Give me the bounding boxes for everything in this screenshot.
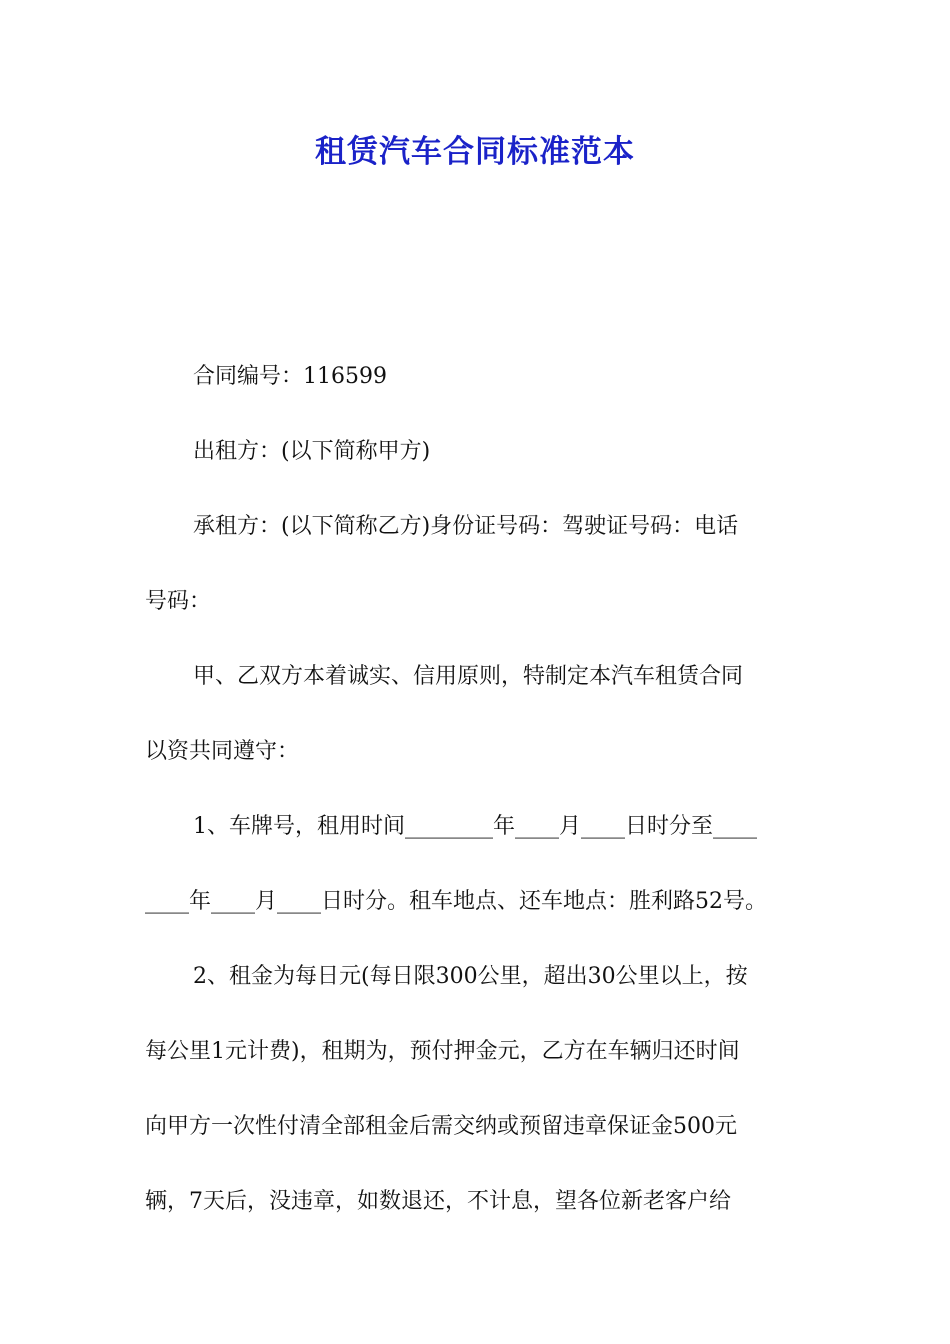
lessee-line-continued: 号码：	[145, 589, 212, 614]
clause-2-line-continued-3: 辆，7天后，没违章，如数退还，不计息，望各位新老客户给	[145, 1189, 731, 1214]
clause-2-line-continued-1: 每公里1元计费)，租期为，预付押金元，乙方在车辆归还时间	[145, 1039, 740, 1064]
principle-line: 甲、乙双方本着诚实、信用原则，特制定本汽车租赁合同	[193, 664, 744, 689]
document-body	[145, 339, 809, 1239]
principle-line-continued: 以资共同遵守：	[145, 739, 300, 764]
lessor-line: 出租方：(以下简称甲方)	[193, 439, 431, 464]
lessee-line: 承租方：(以下简称乙方)身份证号码：驾驶证号码：电话	[193, 514, 739, 539]
clause-1-line: 1、车牌号，租用时间________年____月____日时分至____	[193, 814, 757, 839]
clause-1-line-continued: ____年____月____日时分。租车地点、还车地点：胜利路52号。	[145, 889, 767, 914]
clause-2-line-continued-2: 向甲方一次性付清全部租金后需交纳或预留违章保证金500元	[145, 1114, 737, 1139]
clause-2-line: 2、租金为每日元(每日限300公里，超出30公里以上，按	[193, 964, 748, 989]
contract-number-line: 合同编号：116599	[193, 364, 387, 389]
document-title: 租赁汽车合同标准范本	[315, 134, 635, 170]
